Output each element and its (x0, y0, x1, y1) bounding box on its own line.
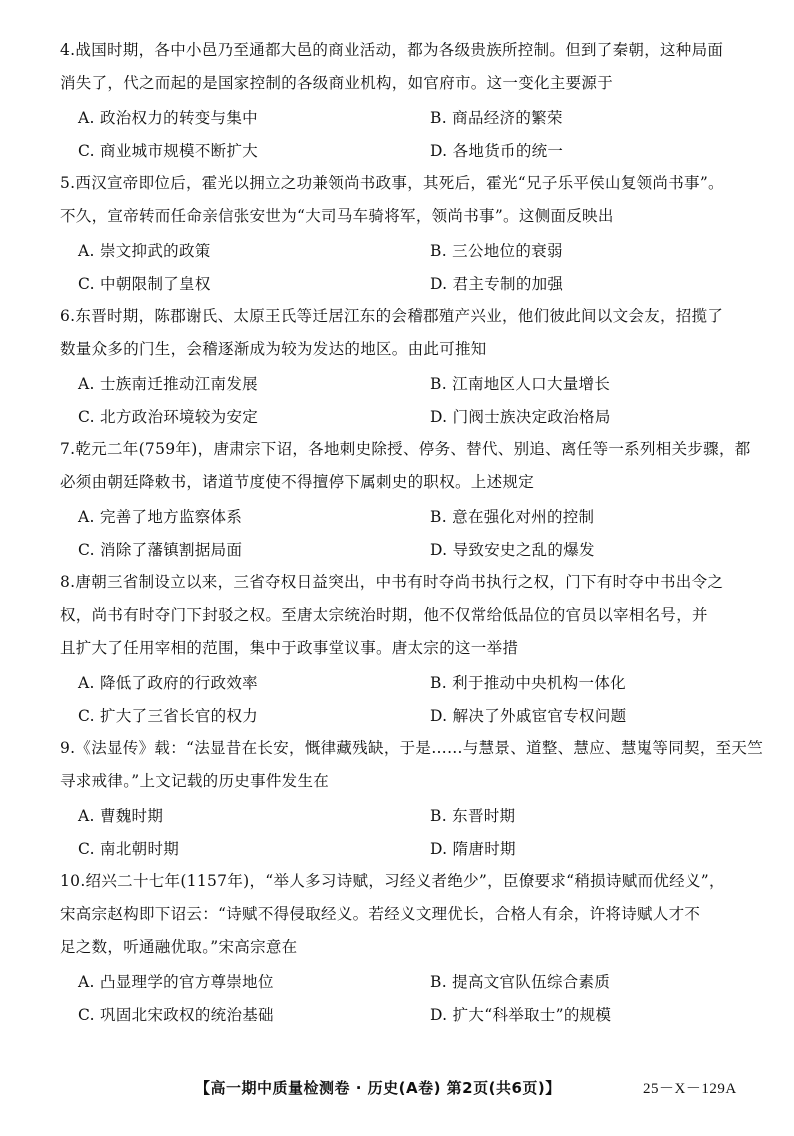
option-d: D. 导致安史之乱的爆发 (430, 540, 595, 559)
stem-line: 必须由朝廷降敕书，诸道节度使不得擅停下属刺史的职权。上述规定 (60, 473, 535, 491)
option-a: A. 曹魏时期 (78, 806, 164, 825)
options (60, 366, 775, 432)
options (60, 665, 775, 731)
stem-line: 8.唐朝三省制设立以来，三省夺权日益突出，中书有时夺尚书执行之权，门下有时夺中书出令之 (60, 573, 724, 591)
option-c: C. 消除了藩镇割据局面 (78, 540, 243, 559)
page-footer (195, 1077, 755, 1107)
options (60, 798, 775, 864)
options (60, 233, 775, 299)
option-a: A. 完善了地方监察体系 (78, 507, 243, 526)
option-d: D. 解决了外戚宦官专权问题 (430, 706, 627, 725)
option-b: B. 利于推动中央机构一体化 (430, 673, 626, 692)
stem-line: 不久，宣帝转而任命亲信张安世为“大司马车骑将军，领尚书事”。这侧面反映出 (60, 207, 614, 225)
option-c: C. 巩固北宋政权的统治基础 (78, 1005, 274, 1024)
option-b: B. 东晋时期 (430, 806, 516, 825)
option-a: A. 降低了政府的行政效率 (78, 673, 258, 692)
question-4 (60, 34, 775, 166)
stem-line: 4.战国时期，各中小邑乃至通都大邑的商业活动，都为各级贵族所控制。但到了秦朝，这种局面 (60, 41, 724, 59)
exam-code: 25－X－129A (643, 1081, 737, 1097)
question-5 (60, 167, 775, 299)
stem-line: 权，尚书有时夺门下封驳之权。至唐太宗统治时期，他不仅常给低品位的官员以宰相名号，并 (60, 606, 708, 624)
stem-line: 6.东晋时期，陈郡谢氏、太原王氏等迁居江东的会稽郡殖产兴业，他们彼此间以文会友，招揽了 (60, 307, 724, 325)
option-c: C. 商业城市规模不断扩大 (78, 141, 259, 160)
option-b: B. 江南地区人口大量增长 (430, 374, 611, 393)
stem-line: 足之数，听通融优取。”宋高宗意在 (60, 938, 298, 956)
options (60, 100, 775, 166)
stem-line: 寻求戒律。”上文记载的历史事件发生在 (60, 772, 330, 790)
option-a: A. 凸显理学的官方尊崇地位 (78, 972, 274, 991)
options (60, 964, 775, 1030)
question-stem (60, 732, 775, 798)
options (60, 499, 775, 565)
option-b: B. 意在强化对州的控制 (430, 507, 595, 526)
question-8 (60, 566, 775, 731)
question-stem (60, 167, 775, 233)
stem-line: 且扩大了任用宰相的范围，集中于政事堂议事。唐太宗的这一举措 (60, 639, 519, 657)
stem-line: 宋高宗赵构即下诏云：“诗赋不得侵取经义。若经义文理优长，合格人有余，许将诗赋人才不 (60, 905, 701, 923)
option-b: B. 商品经济的繁荣 (430, 108, 563, 127)
stem-line: 5.西汉宣帝即位后，霍光以拥立之功兼领尚书政事，其死后，霍光“兄子乐平侯山复领尚书事”。 (60, 174, 724, 192)
question-9 (60, 732, 775, 864)
option-b: B. 三公地位的衰弱 (430, 241, 563, 260)
stem-line: 消失了，代之而起的是国家控制的各级商业机构，如官府市。这一变化主要源于 (60, 74, 614, 92)
option-c: C. 南北朝时期 (78, 839, 180, 858)
stem-line: 7.乾元二年(759年)，唐肃宗下诏，各地刺史除授、停务、替代、别追、离任等一系列相关步骤，都 (60, 440, 751, 458)
option-a: A. 政治权力的转变与集中 (78, 108, 258, 127)
stem-line: 9.《法显传》载：“法显昔在长安，慨律藏残缺，于是……与慧景、道整、慧应、慧嵬等同契，至天竺 (60, 739, 764, 757)
option-c: C. 北方政治环境较为安定 (78, 407, 259, 426)
question-stem (60, 865, 775, 964)
question-10 (60, 865, 775, 1030)
option-a: A. 崇文抑武的政策 (78, 241, 211, 260)
question-stem (60, 433, 775, 499)
option-b: B. 提高文官队伍综合素质 (430, 972, 611, 991)
question-stem (60, 34, 775, 100)
option-d: D. 门阀士族决定政治格局 (430, 407, 611, 426)
stem-line: 数量众多的门生，会稽逐渐成为较为发达的地区。由此可推知 (60, 340, 487, 358)
question-stem (60, 566, 775, 665)
option-d: D. 君主专制的加强 (430, 274, 564, 293)
option-c: C. 扩大了三省长官的权力 (78, 706, 259, 725)
option-d: D. 各地货币的统一 (430, 141, 564, 160)
question-6 (60, 300, 775, 432)
option-c: C. 中朝限制了皇权 (78, 274, 211, 293)
question-7 (60, 433, 775, 565)
question-stem (60, 300, 775, 366)
option-d: D. 隋唐时期 (430, 839, 516, 858)
option-d: D. 扩大“科举取士”的规模 (430, 1005, 612, 1024)
footer-title: 【高一期中质量检测卷 · 历史(A卷) 第2页(共6页)】 (195, 1079, 561, 1097)
stem-line: 10.绍兴二十七年(1157年)，“举人多习诗赋，习经义者绝少”，臣僚要求“稍损诗赋而优经义”， (60, 872, 725, 890)
option-a: A. 士族南迁推动江南发展 (78, 374, 258, 393)
